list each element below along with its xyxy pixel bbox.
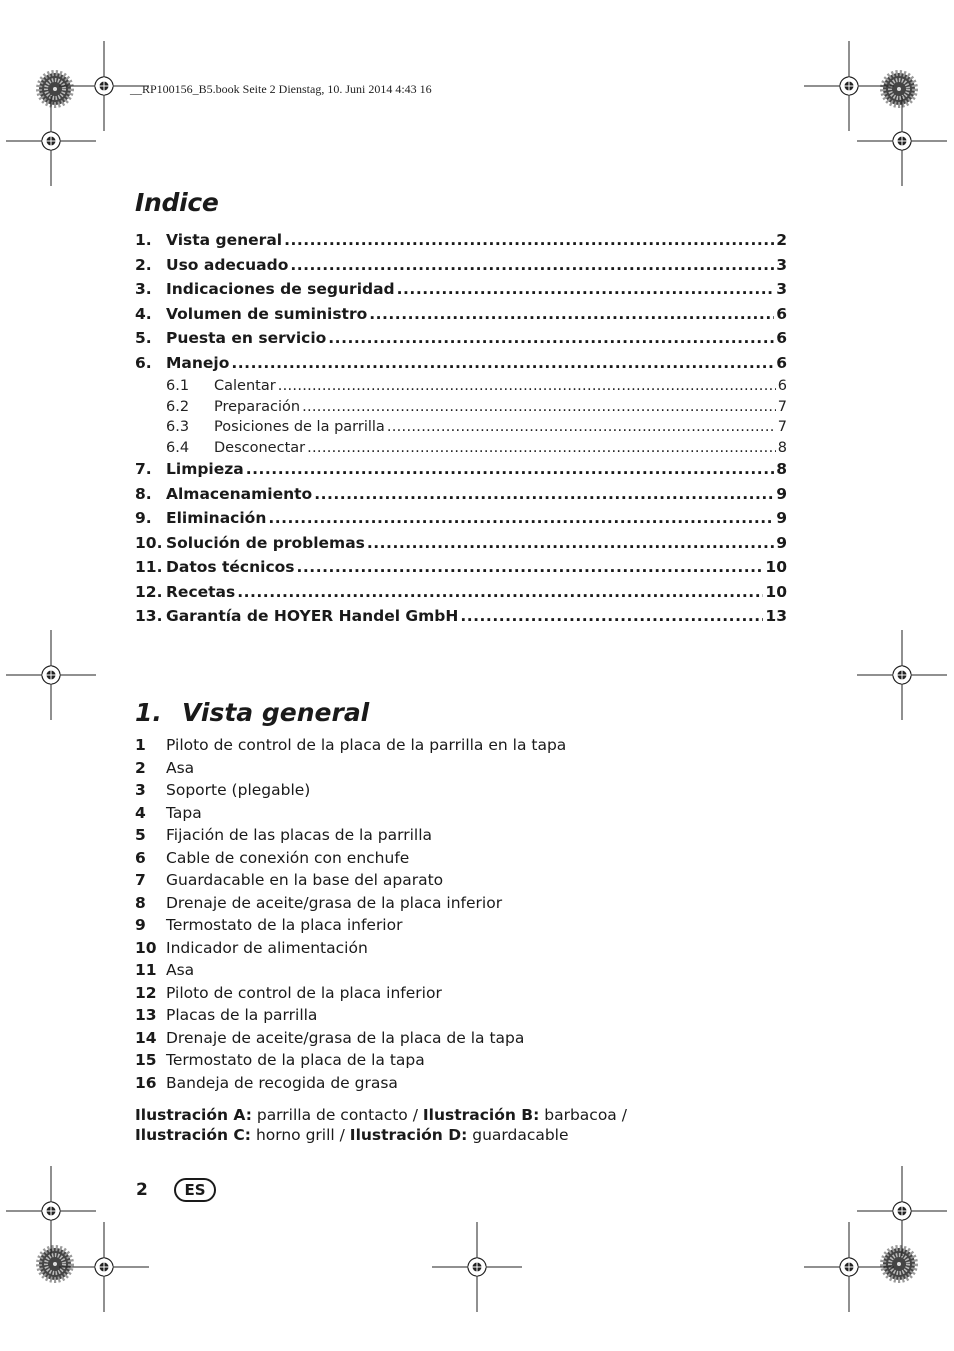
- list-item: [135, 961, 194, 983]
- toc-leader-dots: [367, 534, 774, 552]
- toc-entry-label: Eliminación: [166, 509, 267, 527]
- toc-entry-label: Uso adecuado: [166, 255, 289, 274]
- toc-leader-dots: [284, 231, 774, 249]
- illustration-d-label: Ilustración D:: [349, 1126, 468, 1144]
- toc-entry-label: Indicaciones de seguridad: [166, 280, 395, 298]
- toc-entry-page: 8: [777, 439, 787, 456]
- toc-entry-label: Manejo: [166, 353, 230, 372]
- toc-entry: [135, 231, 787, 253]
- toc-entry-number: 6.4: [166, 439, 190, 456]
- part-label: Indicador de alimentación: [166, 938, 368, 957]
- illustration-d-text: guardacable: [467, 1126, 569, 1144]
- toc-entry-number: 6.: [135, 353, 152, 372]
- toc-entry: [135, 607, 787, 629]
- part-number: 3: [135, 781, 146, 799]
- toc-entry-number: 2.: [135, 255, 152, 274]
- part-label: Guardacable en la base del aparato: [166, 871, 444, 889]
- toc-entry-number: 7.: [135, 460, 152, 478]
- list-item: [135, 826, 432, 848]
- toc-entry-label: Puesta en servicio: [166, 329, 327, 347]
- part-label: Piloto de control de la placa de la parrilla en la tapa: [166, 736, 567, 754]
- registration-star-bottom-left: [39, 1248, 71, 1280]
- illustration-b-text: barbacoa /: [539, 1106, 627, 1124]
- toc-leader-dots: [328, 329, 774, 347]
- toc-entry: [135, 485, 787, 507]
- part-label: Asa: [166, 758, 195, 777]
- illustration-c-label: Ilustración C:: [135, 1126, 252, 1144]
- toc-leader-dots: [387, 419, 776, 435]
- list-item: [135, 894, 502, 916]
- toc-entry-label: Volumen de suministro: [166, 304, 368, 323]
- toc-entry-page: 9: [776, 509, 787, 527]
- toc-entry: [135, 305, 787, 327]
- toc-entry-page: 9: [776, 484, 787, 503]
- section-title: [135, 698, 369, 727]
- toc-entry-page: 2: [776, 231, 787, 249]
- part-number: 9: [135, 916, 146, 934]
- part-number: 4: [135, 803, 146, 822]
- toc-entry: [135, 583, 787, 605]
- toc-leader-dots: [237, 583, 763, 601]
- toc-entry-number: 6.1: [166, 378, 190, 394]
- part-number: 10: [135, 938, 157, 957]
- toc-entry: [135, 534, 787, 556]
- toc-entry-page: 7: [777, 398, 787, 415]
- toc-entry: [135, 419, 787, 441]
- toc-entry: [135, 399, 787, 421]
- toc-entry-number: 6.3: [166, 419, 190, 435]
- registration-star-top-right: [883, 73, 915, 105]
- toc-entry-number: 12.: [135, 582, 163, 601]
- part-number: 5: [135, 826, 146, 844]
- part-number: 1: [135, 736, 146, 754]
- list-item: [135, 1051, 425, 1073]
- list-item: [135, 1029, 524, 1051]
- toc-entry-page: 3: [776, 280, 787, 298]
- part-label: Soporte (plegable): [166, 781, 311, 799]
- list-item: [135, 1006, 317, 1028]
- part-label: Bandeja de recogida de grasa: [166, 1073, 398, 1092]
- illustration-b-label: Ilustración B:: [422, 1106, 540, 1124]
- toc-leader-dots: [231, 354, 774, 372]
- toc-entry-number: 3.: [135, 280, 152, 298]
- part-number: 6: [135, 848, 146, 867]
- toc-entry-number: 8.: [135, 484, 152, 503]
- toc-entry-label: Limpieza: [166, 460, 244, 478]
- toc-entry-page: 10: [765, 558, 787, 576]
- list-item: [135, 939, 368, 961]
- toc-entry: [135, 329, 787, 351]
- toc-entry-page: 6: [776, 304, 787, 323]
- part-number: 12: [135, 983, 157, 1002]
- list-item: [135, 781, 310, 803]
- toc-entry: [135, 509, 787, 531]
- toc-leader-dots: [246, 460, 774, 478]
- toc-entry-label: Almacenamiento: [166, 484, 313, 503]
- part-number: 16: [135, 1073, 157, 1092]
- toc-entry: [135, 256, 787, 278]
- part-number: 11: [135, 961, 157, 979]
- list-item: [135, 804, 202, 826]
- toc-entry: [135, 558, 787, 580]
- registration-star-top-left: [39, 73, 71, 105]
- toc-entry: [135, 440, 787, 462]
- toc-entry-page: 3: [776, 255, 787, 274]
- toc-leader-dots: [460, 607, 763, 625]
- toc-entry-page: 9: [776, 533, 787, 552]
- toc-entry-number: 11.: [135, 558, 163, 576]
- toc-entry-page: 6: [777, 378, 787, 394]
- part-number: 2: [135, 758, 146, 777]
- part-number: 8: [135, 893, 146, 912]
- toc-title: Indice: [135, 188, 219, 217]
- toc-entry-number: 1.: [135, 231, 152, 249]
- list-item: [135, 849, 409, 871]
- illustration-a-text: parrilla de contacto /: [251, 1106, 423, 1124]
- toc-entry-number: 6.2: [166, 398, 190, 415]
- list-item: [135, 1074, 398, 1096]
- list-item: [135, 871, 443, 893]
- page-footer: [136, 1178, 216, 1202]
- toc-entry-number: 9.: [135, 509, 152, 527]
- toc-entry-page: 13: [765, 607, 787, 625]
- section-number: 1.: [135, 698, 162, 727]
- part-label: Drenaje de aceite/grasa de la placa inferior: [166, 893, 503, 912]
- toc-entry-label: Preparación: [214, 398, 301, 415]
- toc-entry: [135, 378, 787, 400]
- toc-entry-label: Posiciones de la parrilla: [214, 419, 385, 435]
- illustrations-legend: [135, 1105, 775, 1145]
- part-label: Cable de conexión con enchufe: [166, 848, 410, 867]
- part-number: 7: [135, 871, 146, 889]
- part-number: 13: [135, 1006, 157, 1024]
- toc-entry-number: 10.: [135, 533, 163, 552]
- toc-entry-number: 4.: [135, 304, 152, 323]
- part-label: Asa: [166, 961, 195, 979]
- toc-entry-number: 5.: [135, 329, 152, 347]
- toc-leader-dots: [397, 280, 775, 298]
- list-item: [135, 984, 442, 1006]
- toc-leader-dots: [278, 378, 776, 394]
- toc-entry-label: Desconectar: [214, 439, 306, 456]
- toc-entry-number: 13.: [135, 607, 163, 625]
- toc-leader-dots: [290, 256, 774, 274]
- part-label: Termostato de la placa de la tapa: [166, 1051, 425, 1069]
- toc-entry-label: Datos técnicos: [166, 558, 295, 576]
- toc-entry-page: 6: [776, 329, 787, 347]
- part-number: 14: [135, 1028, 157, 1047]
- toc-leader-dots: [302, 399, 776, 415]
- toc-entry-label: Calentar: [214, 378, 276, 394]
- list-item: [135, 916, 402, 938]
- toc-entry-label: Solución de problemas: [166, 533, 365, 552]
- part-label: Termostato de la placa inferior: [166, 916, 403, 934]
- part-label: Placas de la parrilla: [166, 1006, 318, 1024]
- page-number: 2: [136, 1180, 148, 1200]
- language-badge: ES: [174, 1178, 216, 1202]
- toc-entry-label: Recetas: [166, 582, 236, 601]
- illustration-c-text: horno grill /: [251, 1126, 350, 1144]
- toc-entry: [135, 460, 787, 482]
- toc-entry: [135, 280, 787, 302]
- part-label: Tapa: [166, 803, 202, 822]
- toc-leader-dots: [297, 558, 764, 576]
- part-number: 15: [135, 1051, 157, 1069]
- toc-entry-page: 6: [776, 353, 787, 372]
- section-title-text: Vista general: [182, 698, 370, 727]
- toc-entry: [135, 354, 787, 376]
- toc-entry-page: 7: [777, 419, 787, 435]
- part-label: Drenaje de aceite/grasa de la placa de la tapa: [166, 1028, 525, 1047]
- toc-entry-page: 10: [765, 582, 787, 601]
- toc-leader-dots: [369, 305, 774, 323]
- list-item: [135, 759, 194, 781]
- toc-leader-dots: [314, 485, 774, 503]
- part-label: Piloto de control de la placa inferior: [166, 983, 442, 1002]
- toc-entry-label: Garantía de HOYER Handel GmbH: [166, 607, 459, 625]
- print-file-info: __RP100156_B5.book Seite 2 Dienstag, 10. Juni 2014 4:43 16: [130, 82, 432, 96]
- toc-entry-page: 8: [776, 460, 787, 478]
- illustration-a-label: Ilustración A:: [135, 1106, 252, 1124]
- toc-leader-dots: [268, 509, 774, 527]
- registration-star-bottom-right: [883, 1248, 915, 1280]
- toc-entry-label: Vista general: [166, 231, 283, 249]
- list-item: [135, 736, 566, 758]
- part-label: Fijación de las placas de la parrilla: [166, 826, 432, 844]
- toc-leader-dots: [307, 440, 776, 456]
